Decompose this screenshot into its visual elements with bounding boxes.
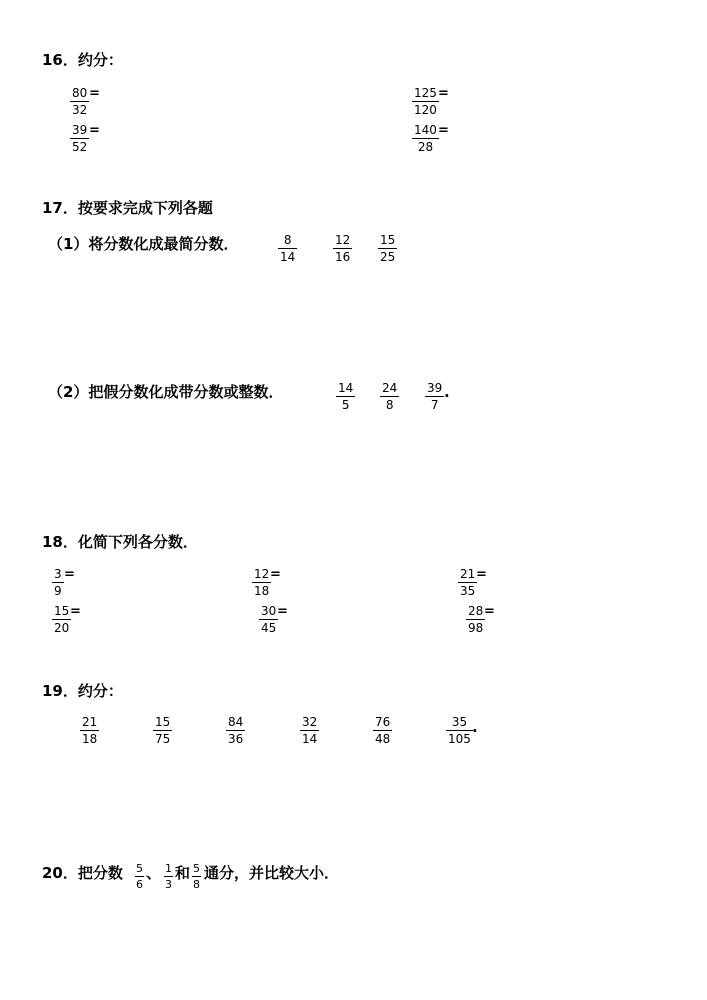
denominator: 6 [136,878,143,891]
denominator: 120 [414,103,437,117]
fraction-12-18 [252,567,271,598]
numerator: 5 [136,862,143,875]
equals-sign: = [438,123,449,138]
end-period: . [472,718,478,736]
fraction-3-9 [52,567,64,598]
denominator: 18 [254,584,270,598]
denominator: 35 [460,584,476,598]
question-16-label: 16．约分： [42,51,123,69]
denominator: 20 [54,621,70,635]
equals-sign: = [270,567,281,582]
numerator: 84 [228,715,244,729]
fraction-5-6 [135,862,144,891]
numerator: 15 [380,233,396,247]
fraction-80-32 [70,86,89,117]
denominator: 9 [54,584,62,598]
denominator: 52 [72,140,88,154]
numerator: 140 [414,123,437,137]
numerator: 1 [165,862,172,875]
fraction-12-16 [333,233,352,264]
numerator: 15 [155,715,171,729]
numerator: 32 [302,715,318,729]
numerator: 80 [72,86,88,100]
fraction-140-28 [412,123,439,154]
fraction-39-7 [425,381,444,412]
fraction-39-52 [70,123,89,154]
equals-sign: = [484,604,495,619]
fraction-8-14 [278,233,297,264]
denominator: 105 [448,732,471,746]
denominator: 25 [380,250,396,264]
denominator: 14 [302,732,318,746]
numerator: 15 [54,604,70,618]
equals-sign: = [64,567,75,582]
fraction-15-75 [153,715,172,746]
fraction-84-36 [226,715,245,746]
question-20-suffix: 通分，并比较大小． [204,864,340,882]
numerator: 14 [338,381,354,395]
numerator: 21 [82,715,98,729]
fraction-21-35 [458,567,477,598]
fraction-30-45 [259,604,278,635]
fraction-125-120 [412,86,439,117]
fraction-5-8 [192,862,201,891]
equals-sign: = [476,567,487,582]
equals-sign: = [438,86,449,101]
numerator: 28 [468,604,484,618]
denominator: 5 [341,398,350,412]
equals-sign: = [89,123,100,138]
denominator: 8 [385,398,394,412]
denominator: 36 [228,732,244,746]
numerator: 5 [193,862,200,875]
denominator: 7 [430,398,439,412]
denominator: 98 [468,621,484,635]
question-20-prefix: 20．把分数 [42,864,123,882]
denominator: 45 [261,621,277,635]
numerator: 76 [375,715,391,729]
question-17-part2-label: （2）把假分数化成带分数或整数． [48,383,284,401]
denominator: 32 [72,103,88,117]
denominator: 28 [417,140,434,154]
fraction-15-20 [52,604,71,635]
question-19-label: 19．约分： [42,682,123,700]
numerator: 39 [72,123,88,137]
fraction-32-14 [300,715,319,746]
fraction-14-5 [336,381,355,412]
denominator: 18 [82,732,98,746]
numerator: 3 [54,567,62,581]
question-17-part1-label: （1）将分数化成最简分数． [48,235,239,253]
denominator: 48 [375,732,391,746]
numerator: 35 [446,715,473,731]
fraction-76-48 [373,715,392,746]
numerator: 8 [278,233,297,249]
numerator: 24 [382,381,398,395]
numerator: 39 [427,381,443,395]
denominator: 75 [155,732,171,746]
fraction-28-98 [466,604,485,635]
fraction-15-25 [378,233,397,264]
denominator: 8 [193,878,200,891]
equals-sign: = [277,604,288,619]
numerator: 21 [460,567,476,581]
fraction-1-3 [164,862,173,891]
denominator: 16 [335,250,351,264]
fraction-35-105 [446,715,473,746]
equals-sign: = [89,86,100,101]
fraction-24-8 [380,381,399,412]
separator: 、 [146,864,162,882]
numerator: 30 [261,604,277,618]
question-17-label: 17．按要求完成下列各题 [42,199,213,217]
end-period: . [444,383,450,401]
fraction-21-18 [80,715,99,746]
numerator: 125 [414,86,437,100]
and-word: 和 [175,864,191,882]
question-18-label: 18．化简下列各分数． [42,533,198,551]
numerator: 12 [254,567,270,581]
numerator: 12 [335,233,351,247]
equals-sign: = [70,604,81,619]
denominator: 3 [165,878,172,891]
denominator: 14 [280,250,296,264]
